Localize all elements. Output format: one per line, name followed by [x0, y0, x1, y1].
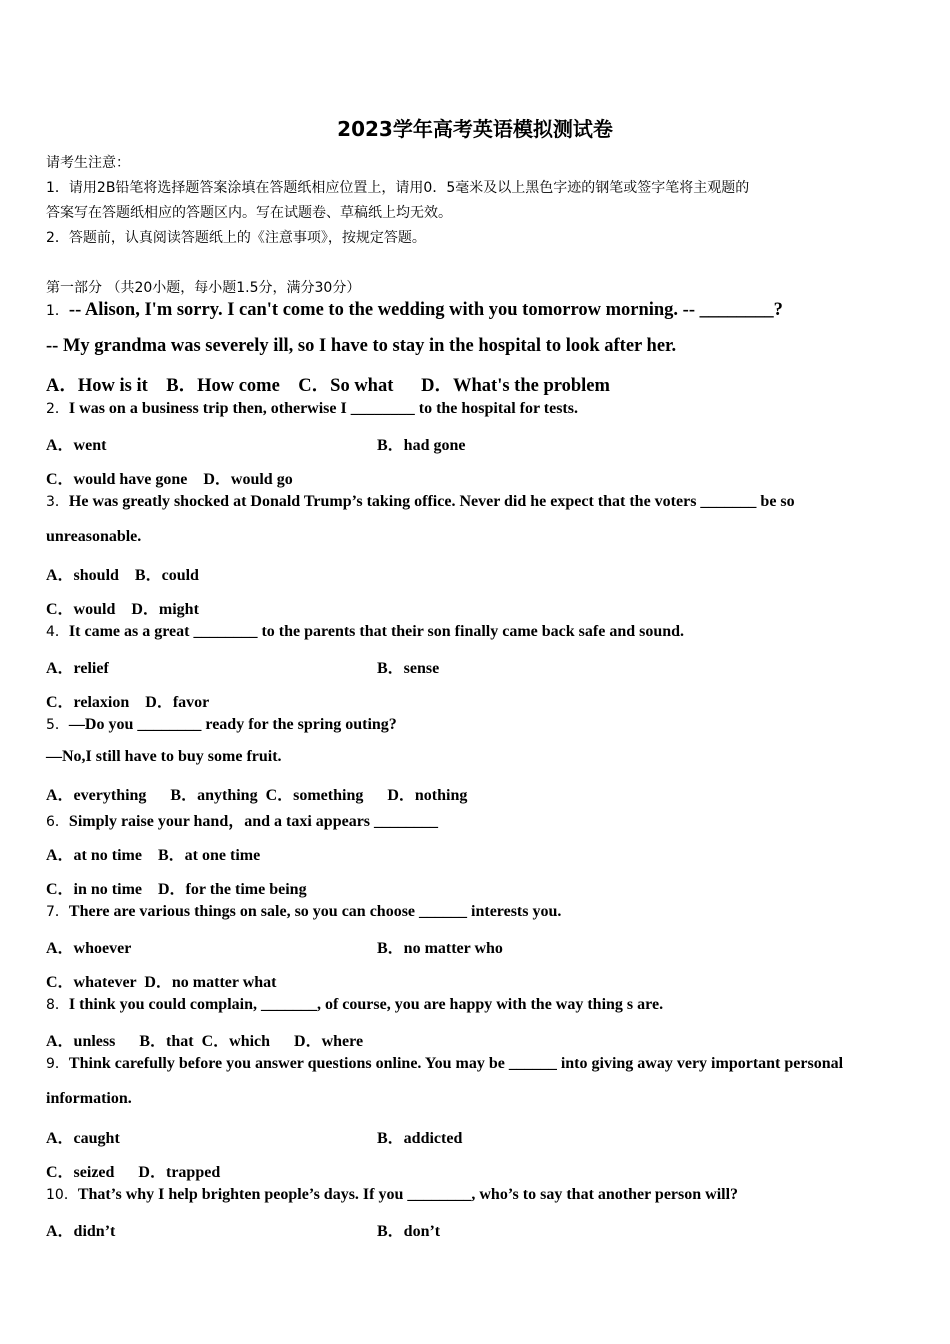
option-c-d: C．seized D．trapped — [46, 1164, 221, 1181]
option-a-b: A．should B．could — [46, 567, 199, 584]
question-1-options: A．How is it B．How come C．So what D．What's the problem — [46, 376, 610, 396]
option-b: B．no matter who — [377, 940, 503, 957]
question-9 — [46, 1053, 843, 1073]
question-number: 5． — [46, 717, 69, 733]
question-number: 9． — [46, 1056, 69, 1072]
question-stem: Simply raise your hand，and a taxi appears ________ — [68, 813, 439, 830]
question-9-continued: information. — [46, 1090, 132, 1107]
option-c-d: C．whatever D．no matter what — [46, 974, 277, 991]
question-5 — [46, 714, 397, 734]
question-4 — [46, 621, 684, 641]
option-b: B．addicted — [377, 1130, 463, 1147]
question-5-reply: —No,I still have to buy some fruit. — [46, 748, 282, 765]
question-1-reply: -- My grandma was severely ill, so I have to stay in the hospital to look after her. — [46, 336, 677, 356]
question-number: 3． — [46, 494, 69, 510]
option-b: B．don’t — [377, 1223, 441, 1240]
option-a: A．went — [46, 437, 107, 454]
option-a: A．whoever — [46, 940, 132, 957]
option-c-d: C．would D．might — [46, 601, 199, 618]
question-stem: I think you could complain, _______, of course, you are happy with the way thing s are. — [68, 996, 664, 1013]
option-c-d: C．would have gone D．would go — [46, 471, 293, 488]
question-1 — [46, 300, 783, 321]
question-5-options: A．everything B．anything C．something D．nothing — [46, 787, 468, 804]
question-stem: Think carefully before you answer questions online. You may be ______ into giving away very important personal — [68, 1055, 844, 1072]
question-8 — [46, 994, 663, 1014]
question-stem: —Do you ________ ready for the spring outing? — [68, 716, 397, 733]
question-number: 4． — [46, 624, 69, 640]
question-2 — [46, 398, 578, 418]
question-6 — [46, 808, 438, 831]
notice-line-1a: 1．请用2B铅笔将选择题答案涂填在答题纸相应位置上，请用0．5毫米及以上黑色字迹的钢笔或签字笔将主观题的 — [46, 180, 750, 196]
option-a: A．caught — [46, 1130, 120, 1147]
question-stem: That’s why I help brighten people’s days. If you ________, who’s to say that another person will? — [77, 1186, 739, 1203]
option-b: B．had gone — [377, 437, 466, 454]
question-stem: There are various things on sale, so you can choose ______ interests you. — [68, 903, 562, 920]
question-stem: He was greatly shocked at Donald Trump’s taking office. Never did he expect that the voters _______ be so — [68, 493, 795, 510]
question-number: 8． — [46, 997, 69, 1013]
notice-line-2: 2．答题前，认真阅读答题纸上的《注意事项》，按规定答题。 — [46, 230, 426, 246]
option-b: B．sense — [377, 660, 440, 677]
question-number: 1． — [46, 303, 69, 319]
option-a: A．relief — [46, 660, 109, 677]
question-7 — [46, 901, 561, 921]
question-3-continued: unreasonable. — [46, 528, 142, 545]
option-a: A．didn’t — [46, 1223, 116, 1240]
question-stem: -- Alison, I'm sorry. I can't come to the wedding with you tomorrow morning. -- ________? — [68, 300, 783, 320]
question-3 — [46, 491, 795, 511]
question-8-options: A．unless B．that C．which D．where — [46, 1033, 364, 1050]
question-number: 7． — [46, 904, 69, 920]
question-number: 6． — [46, 814, 69, 830]
option-c-d: C．in no time D．for the time being — [46, 881, 307, 898]
notice-line-1b: 答案写在答题纸相应的答题区内。写在试题卷、草稿纸上均无效。 — [46, 205, 452, 221]
exam-title: 2023学年高考英语模拟测试卷 — [337, 117, 613, 141]
question-stem: I was on a business trip then, otherwise I ________ to the hospital for tests. — [68, 400, 578, 417]
question-number: 2． — [46, 401, 69, 417]
section-heading: 第一部分 （共20小题，每小题1.5分，满分30分） — [46, 280, 361, 296]
question-stem: It came as a great ________ to the parents that their son finally came back safe and sound. — [68, 623, 685, 640]
option-c-d: C．relaxion D．favor — [46, 694, 210, 711]
question-number: 10． — [46, 1187, 78, 1203]
notice-heading: 请考生注意： — [46, 155, 130, 171]
option-a-b: A．at no time B．at one time — [46, 847, 261, 864]
question-10 — [46, 1184, 738, 1204]
